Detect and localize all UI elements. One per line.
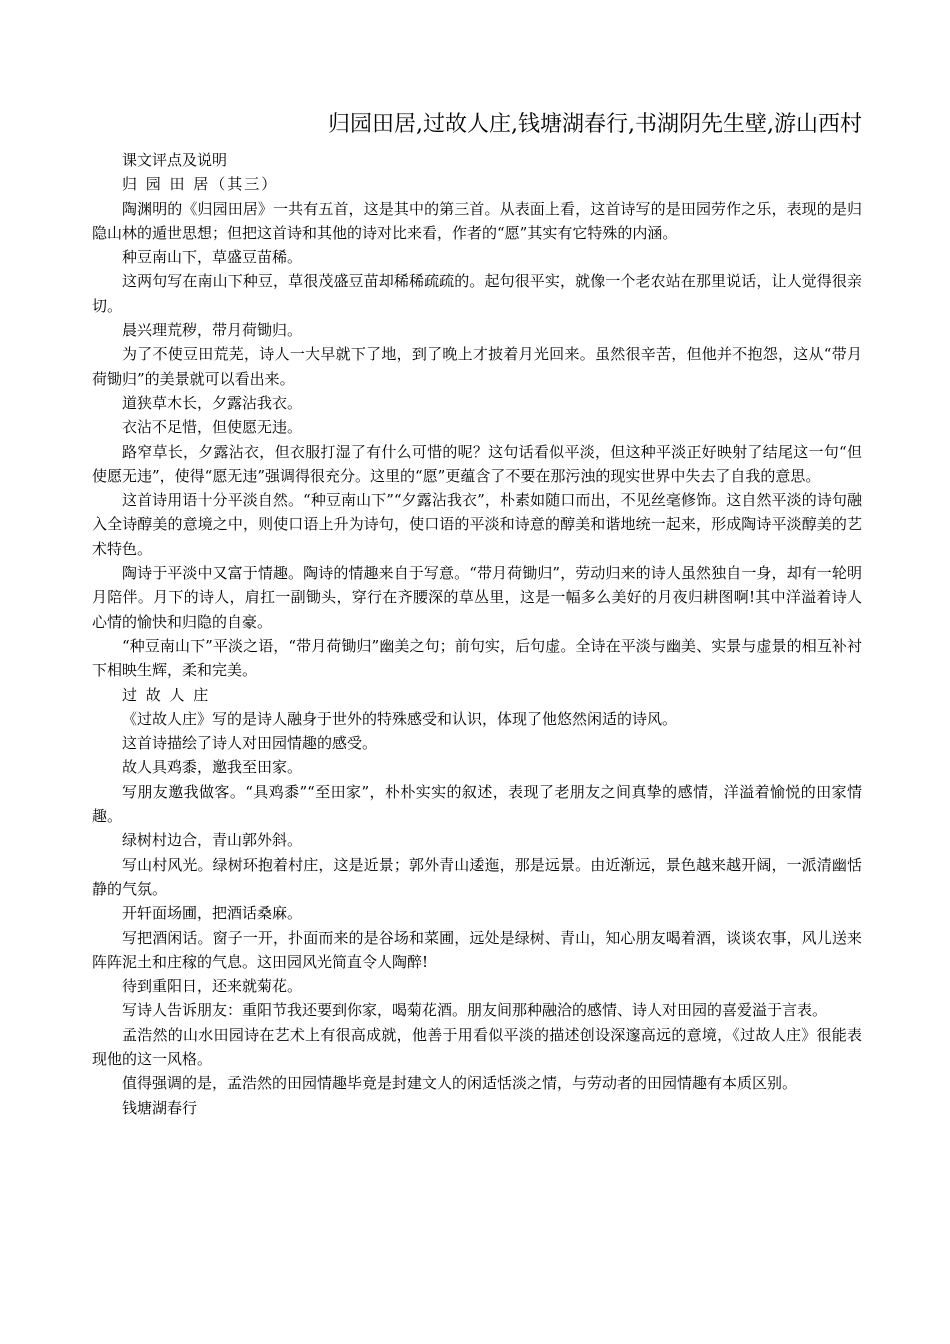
subheading-commentary: 课文评点及说明: [122, 151, 228, 169]
document-page: [92, 108, 862, 1120]
paragraph: 写山村风光。绿树环抱着村庄，这是近景；郭外青山逶迤，那是远景。由近渐远，景色越来越开阔，一派清幽恬静的气氛。: [92, 855, 862, 898]
paragraph: 为了不使豆田荒芜，诗人一大早就下了地，到了晚上才披着月光回来。虽然很辛苦，但他并不抱怨，这从“带月荷锄归”的美景就可以看出来。: [92, 345, 862, 388]
verse-line: 待到重阳日，还来就菊花。: [122, 977, 303, 996]
section-heading-guiyuantianju: 归 园 田 居（其三）: [122, 175, 279, 194]
paragraph: 写诗人告诉朋友：重阳节我还要到你家，喝菊花酒。朋友间那种融洽的感情、诗人对田园的喜爱溢于言表。: [122, 1001, 828, 1020]
paragraph: 陶渊明的《归园田居》一共有五首，这是其中的第三首。从表面上看，这首诗写的是田园劳作之乐，表现的是归隐山林的遁世思想；但把这首诗和其他的诗对比来看，作者的“愿”其实有它特殊的内涵。: [92, 199, 862, 242]
verse-line: 道狭草木长，夕露沾我衣。: [122, 393, 303, 412]
document-body: [92, 148, 862, 1120]
verse-line: 故人具鸡黍，邀我至田家。: [122, 758, 303, 777]
paragraph: 陶诗于平淡中又富于情趣。陶诗的情趣来自于写意。“带月荷锄归”，劳动归来的诗人虽然独自一身，却有一轮明月陪伴。月下的诗人，肩扛一副锄头，穿行在齐腰深的草丛里，这是一幅多么美好的月夜归耕图啊!其中洋溢着诗人心情的愉快和归隐的自豪。: [92, 564, 862, 631]
verse-line: 绿树村边合，青山郭外斜。: [122, 831, 303, 850]
paragraph: 路窄草长，夕露沾衣，但衣服打湿了有什么可惜的呢？这句话看似平淡，但这种平淡正好映射了结尾这一句“但使愿无违”，使得“愿无违”强调得很充分。这里的“愿”更蕴含了不要在那污浊的现实世界中失去了自我的意思。: [92, 442, 862, 485]
paragraph: 《过故人庄》写的是诗人融身于世外的特殊感受和认识，体现了他悠然闲适的诗风。: [122, 709, 678, 728]
paragraph: 值得强调的是，孟浩然的田园情趣毕竟是封建文人的闲适恬淡之情，与劳动者的田园情趣有本质区别。: [122, 1074, 798, 1093]
paragraph: 这首诗用语十分平淡自然。“种豆南山下”“夕露沾我衣”，朴素如随口而出，不见丝毫修饰。这自然平淡的诗句融入全诗醇美的意境之中，则使口语上升为诗句，使口语的平淡和诗意的醇美和谐地统一起来，形成陶诗平淡醇美的艺术特色。: [92, 491, 862, 558]
verse-line: 晨兴理荒秽，带月荷锄归。: [122, 321, 303, 340]
paragraph: “种豆南山下”平淡之语，“带月荷锄归”幽美之句；前句实，后句虚。全诗在平淡与幽美、实景与虚景的相互补衬下相映生辉，柔和完美。: [92, 636, 862, 680]
document-title: 归园田居,过故人庄,钱塘湖春行,书湖阴先生壁,游山西村: [328, 112, 862, 137]
verse-line: 开轩面场圃，把酒话桑麻。: [122, 904, 303, 923]
verse-line: 衣沾不足惜，但使愿无违。: [122, 418, 303, 437]
paragraph: 这两句写在南山下种豆，草很茂盛豆苗却稀稀疏疏的。起句很平实，就像一个老农站在那里说话，让人觉得很亲切。: [92, 272, 862, 315]
section-heading-qiantanghu: 钱塘湖春行: [122, 1098, 198, 1117]
verse-line: 种豆南山下，草盛豆苗稀。: [122, 248, 303, 267]
section-heading-guoguren: 过 故 人 庄: [122, 685, 211, 704]
paragraph: 写把酒闲话。窗子一开，扑面而来的是谷场和菜圃，远处是绿树、青山，知心朋友喝着酒，谈谈农事，风儿送来阵阵泥土和庄稼的气息。这田园风光简直令人陶醉!: [92, 928, 862, 971]
paragraph: 这首诗描绘了诗人对田园情趣的感受。: [122, 734, 378, 753]
paragraph: 写朋友邀我做客。“具鸡黍”“至田家”，朴朴实实的叙述，表现了老朋友之间真挚的感情，洋溢着愉悦的田家情趣。: [92, 782, 862, 826]
paragraph: 孟浩然的山水田园诗在艺术上有很高成就，他善于用看似平淡的描述创设深邃高远的意境，《过故人庄》很能表现他的这一风格。: [92, 1025, 862, 1068]
